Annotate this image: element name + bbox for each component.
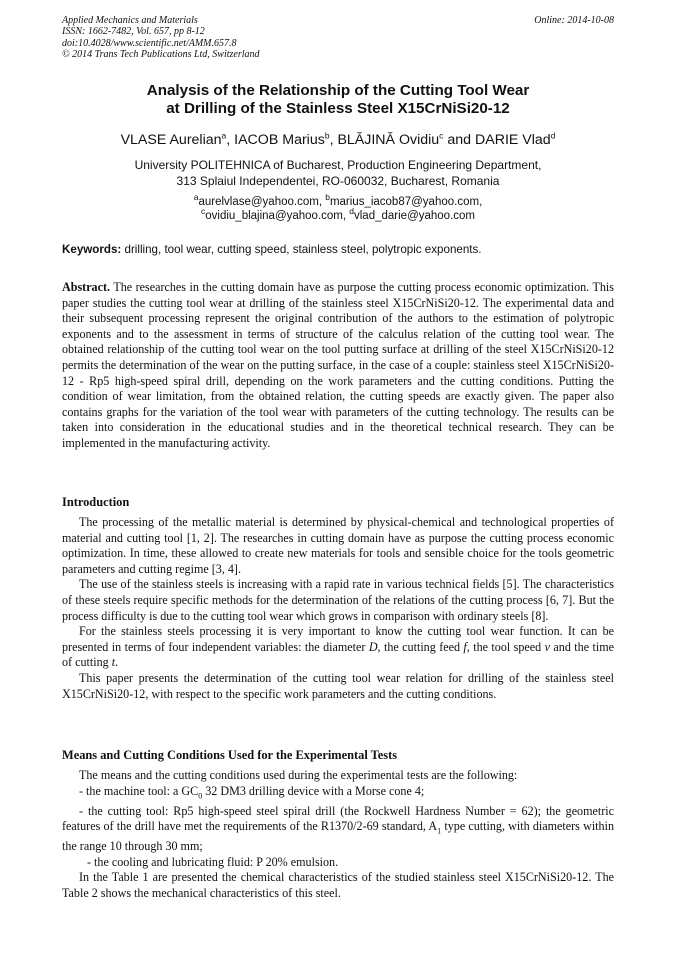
email-mark: b (325, 192, 330, 203)
author-separator: , (226, 132, 235, 148)
intro-paragraph-4: This paper presents the determination of the cutting tool wear relation for drilling of the stainless steel X15CrNiSi20-12, with respect to the specific work parameters and the cutting conditions. (62, 670, 614, 701)
author-name: BLĂJINĂ Ovidiu (337, 132, 440, 148)
issn-line: ISSN: 1662-7482, Vol. 657, pp 8-12 (62, 26, 205, 38)
introduction-body (62, 515, 614, 702)
author-separator: and (443, 132, 475, 148)
doi-line: doi:10.4028/www.scientific.net/AMM.657.8 (62, 37, 237, 49)
title-line-2: at Drilling of the Stainless Steel X15CrNiSi20-12 (166, 100, 510, 117)
author-mark: b (324, 130, 330, 141)
intro-p3-text: For the stainless steels processing it is very important to know the cutting tool wear function. It can be presented in terms of four independent variables: the diameter (62, 624, 614, 654)
means-item-machine (62, 784, 614, 804)
means-item-text: 32 DM3 drilling device with a Morse cone 4; (202, 783, 425, 798)
keywords-text: drilling, tool wear, cutting speed, stainless steel, polytropic exponents. (121, 243, 482, 256)
means-intro: The means and the cutting conditions used during the experimental tests are the following: (79, 768, 518, 782)
email-separator: , (318, 196, 326, 208)
author-separator: , (329, 132, 338, 148)
means-item-text: type cutting, with diameters within the range 10 through 30 mm; (62, 819, 614, 854)
intro-paragraph-2: The use of the stainless steels is increasing with a rapid rate in various technical fields [5]. The characteristics of these steels require specific methods for the determination of the relations of the cutting process [6, 7]. But the process difficulty is due to the cutting tool wear which grows in comparison with ordinary steels [8]. (62, 577, 614, 623)
var-time: t (111, 655, 116, 670)
intro-p3-text: . (115, 655, 119, 670)
means-item-subscript: 1 (437, 826, 442, 836)
journal-name: Applied Mechanics and Materials (62, 15, 198, 26)
email-link[interactable]: marius_iacob87@yahoo.com (329, 196, 480, 208)
affiliation-line-1: University POLITEHNICA of Bucharest, Production Engineering Department, (134, 158, 542, 172)
intro-p3-text: and the time of cutting (62, 639, 614, 670)
means-item-text: - the cutting tool: Rp5 high-speed steel spiral drill (the Rockwell Hardness Number = 62); the geometric features of the drill have met the requirements of the R1370/2-69 standard, A (62, 803, 614, 834)
keywords-label: Keywords: (62, 243, 122, 256)
intro-p3-text: , the tool speed (466, 639, 545, 654)
email-link[interactable]: aurelvlase@yahoo.com (198, 196, 319, 208)
means-tables-text: In the Table 1 are presented the chemical characteristics of the studied stainless steel X15CrNiSi20-12. The Table 2 shows the mechanical characteristics of this steel. (62, 870, 614, 900)
email-separator: , (342, 210, 350, 222)
var-feed: f (463, 639, 467, 654)
email-list (62, 192, 614, 223)
title-line-1: Analysis of the Relationship of the Cutting Tool Wear (146, 82, 530, 99)
var-speed: v (544, 639, 550, 654)
email-link[interactable]: vlad_darie@yahoo.com (354, 210, 475, 222)
abstract-label: Abstract. (62, 280, 111, 294)
means-item-fluid: - the cooling and lubricating fluid: P 20% emulsion. (87, 854, 339, 869)
copyright-line: © 2014 Trans Tech Publications Ltd, Switzerland (62, 49, 260, 61)
email-link[interactable]: ovidiu_blajina@yahoo.com (205, 210, 343, 222)
means-item-text: - the machine tool: a GC (79, 783, 199, 798)
intro-p3-text: , the cutting feed (377, 639, 464, 654)
author-mark: c (439, 130, 444, 141)
means-item-tool (62, 804, 614, 855)
abstract (62, 280, 614, 452)
email-mark: a (193, 192, 199, 203)
author-list (62, 131, 614, 149)
section-heading-introduction: Introduction (62, 495, 130, 509)
online-date: Online: 2014-10-08 (534, 15, 614, 26)
affiliation (62, 158, 614, 189)
author-name: DARIE Vlad (474, 132, 551, 148)
author-name: VLASE Aurelian (120, 132, 222, 148)
intro-paragraph-1: The processing of the metallic material is determined by physical-chemical and technological properties of material and cutting tool [1, 2]. The researches in cutting domain have as purpose the cutting process economic optimization. In time, these allowed to create new materials for tools and sensible choice for the tools geometric parameters and cutting regime [3, 4]. (62, 515, 614, 576)
email-mark: c (201, 206, 206, 217)
intro-paragraph-3 (62, 624, 614, 671)
author-name: IACOB Marius (234, 132, 325, 148)
paper-title (62, 82, 614, 118)
author-mark: d (550, 130, 556, 141)
var-diameter: D (368, 639, 378, 654)
means-body (62, 768, 614, 902)
affiliation-line-2: 313 Splaiul Independentei, RO-060032, Bucharest, Romania (176, 173, 500, 188)
keywords (62, 243, 614, 257)
abstract-text: The researches in the cutting domain have as purpose the cutting process economic optimization. This paper studies the cutting tool wear at drilling of the stainless steel X15CrNiSi20-12. The experimental data and their subsequent processing represent the original contribution of the authors to the estimation of polytropic exponents and to the assessment in terms of structure of the calculus relation of the cutting tool wear. The obtained relationship of the cutting tool wear on the tool putting surface at drilling of the steel X15CrNiSi20-12 permits the determination of the wear on the putting surface, in the case of a couple: stainless steel X15CrNiSi20-12 - Rp5 high-speed spiral drill, depending on the work parameters and the cutting conditions. Putting the condition of wear limitation, from the obtained relation, the cutting speeds are exactly given. The paper also contains graphs for the variation of the tool wear with parameters of the cutting technology. The results can be taken into consideration in the educational studies and in the theoretical technical research. They can be implemented in the manufacturing activity. (62, 280, 614, 450)
email-mark: d (349, 206, 354, 217)
means-item-subscript: 0 (198, 791, 203, 800)
author-mark: a (221, 130, 227, 141)
section-heading-means: Means and Cutting Conditions Used for the Experimental Tests (62, 748, 398, 762)
journal-header (62, 15, 614, 61)
email-separator: , (479, 196, 483, 208)
